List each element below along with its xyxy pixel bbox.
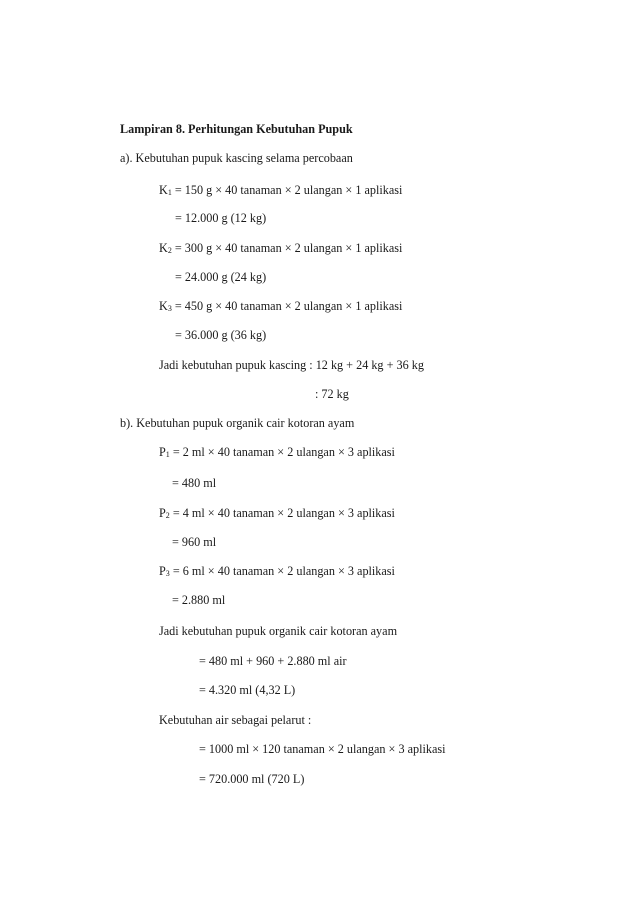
k1-result: = 12.000 g (12 kg) [175,211,267,225]
p2-expression: = 4 ml × 40 tanaman × 2 ulangan × 3 aplikasi [169,506,395,520]
p2-formula [159,506,395,523]
p3-expression: = 6 ml × 40 tanaman × 2 ulangan × 3 aplikasi [169,564,395,578]
section-a-heading: a). Kebutuhan pupuk kascing selama percobaan [120,151,353,165]
water-line1: = 1000 ml × 120 tanaman × 2 ulangan × 3 aplikasi [199,742,446,756]
k3-formula [159,299,402,316]
k1-formula [159,183,402,200]
p3-symbol: P [159,564,166,578]
p2-subscript: 2 [165,511,170,520]
p2-symbol: P [159,506,166,520]
k2-result: = 24.000 g (24 kg) [175,270,267,284]
k2-expression: = 300 g × 40 tanaman × 2 ulangan × 1 aplikasi [171,241,403,255]
section-b-heading: b). Kebutuhan pupuk organik cair kotoran ayam [120,416,355,430]
k2-subscript: 2 [167,246,172,255]
k3-expression: = 450 g × 40 tanaman × 2 ulangan × 1 aplikasi [171,299,403,313]
page-title: Lampiran 8. Perhitungan Kebutuhan Pupuk [120,122,353,136]
p3-result: = 2.880 ml [172,593,226,607]
k2-formula [159,241,402,258]
kascing-total-result: : 72 kg [315,387,349,401]
k3-result: = 36.000 g (36 kg) [175,328,267,342]
k1-symbol: K [159,183,168,197]
p1-result: = 480 ml [172,476,217,490]
k1-subscript: 1 [167,188,172,197]
p1-symbol: P [159,445,166,459]
k3-subscript: 3 [167,304,172,313]
kascing-total: Jadi kebutuhan pupuk kascing : 12 kg + 24 kg + 36 kg [159,358,424,372]
poc-total-line1: = 480 ml + 960 + 2.880 ml air [199,654,347,668]
p1-subscript: 1 [165,450,170,459]
p1-expression: = 2 ml × 40 tanaman × 2 ulangan × 3 aplikasi [169,445,395,459]
poc-total: Jadi kebutuhan pupuk organik cair kotoran ayam [159,624,398,638]
k1-expression: = 150 g × 40 tanaman × 2 ulangan × 1 aplikasi [171,183,403,197]
p3-formula [159,564,395,581]
p2-result: = 960 ml [172,535,217,549]
p3-subscript: 3 [165,569,170,578]
k3-symbol: K [159,299,168,313]
water-heading: Kebutuhan air sebagai pelarut : [159,713,312,727]
k2-symbol: K [159,241,168,255]
p1-formula [159,445,395,462]
poc-total-line2: = 4.320 ml (4,32 L) [199,683,296,697]
water-line2: = 720.000 ml (720 L) [199,772,305,786]
